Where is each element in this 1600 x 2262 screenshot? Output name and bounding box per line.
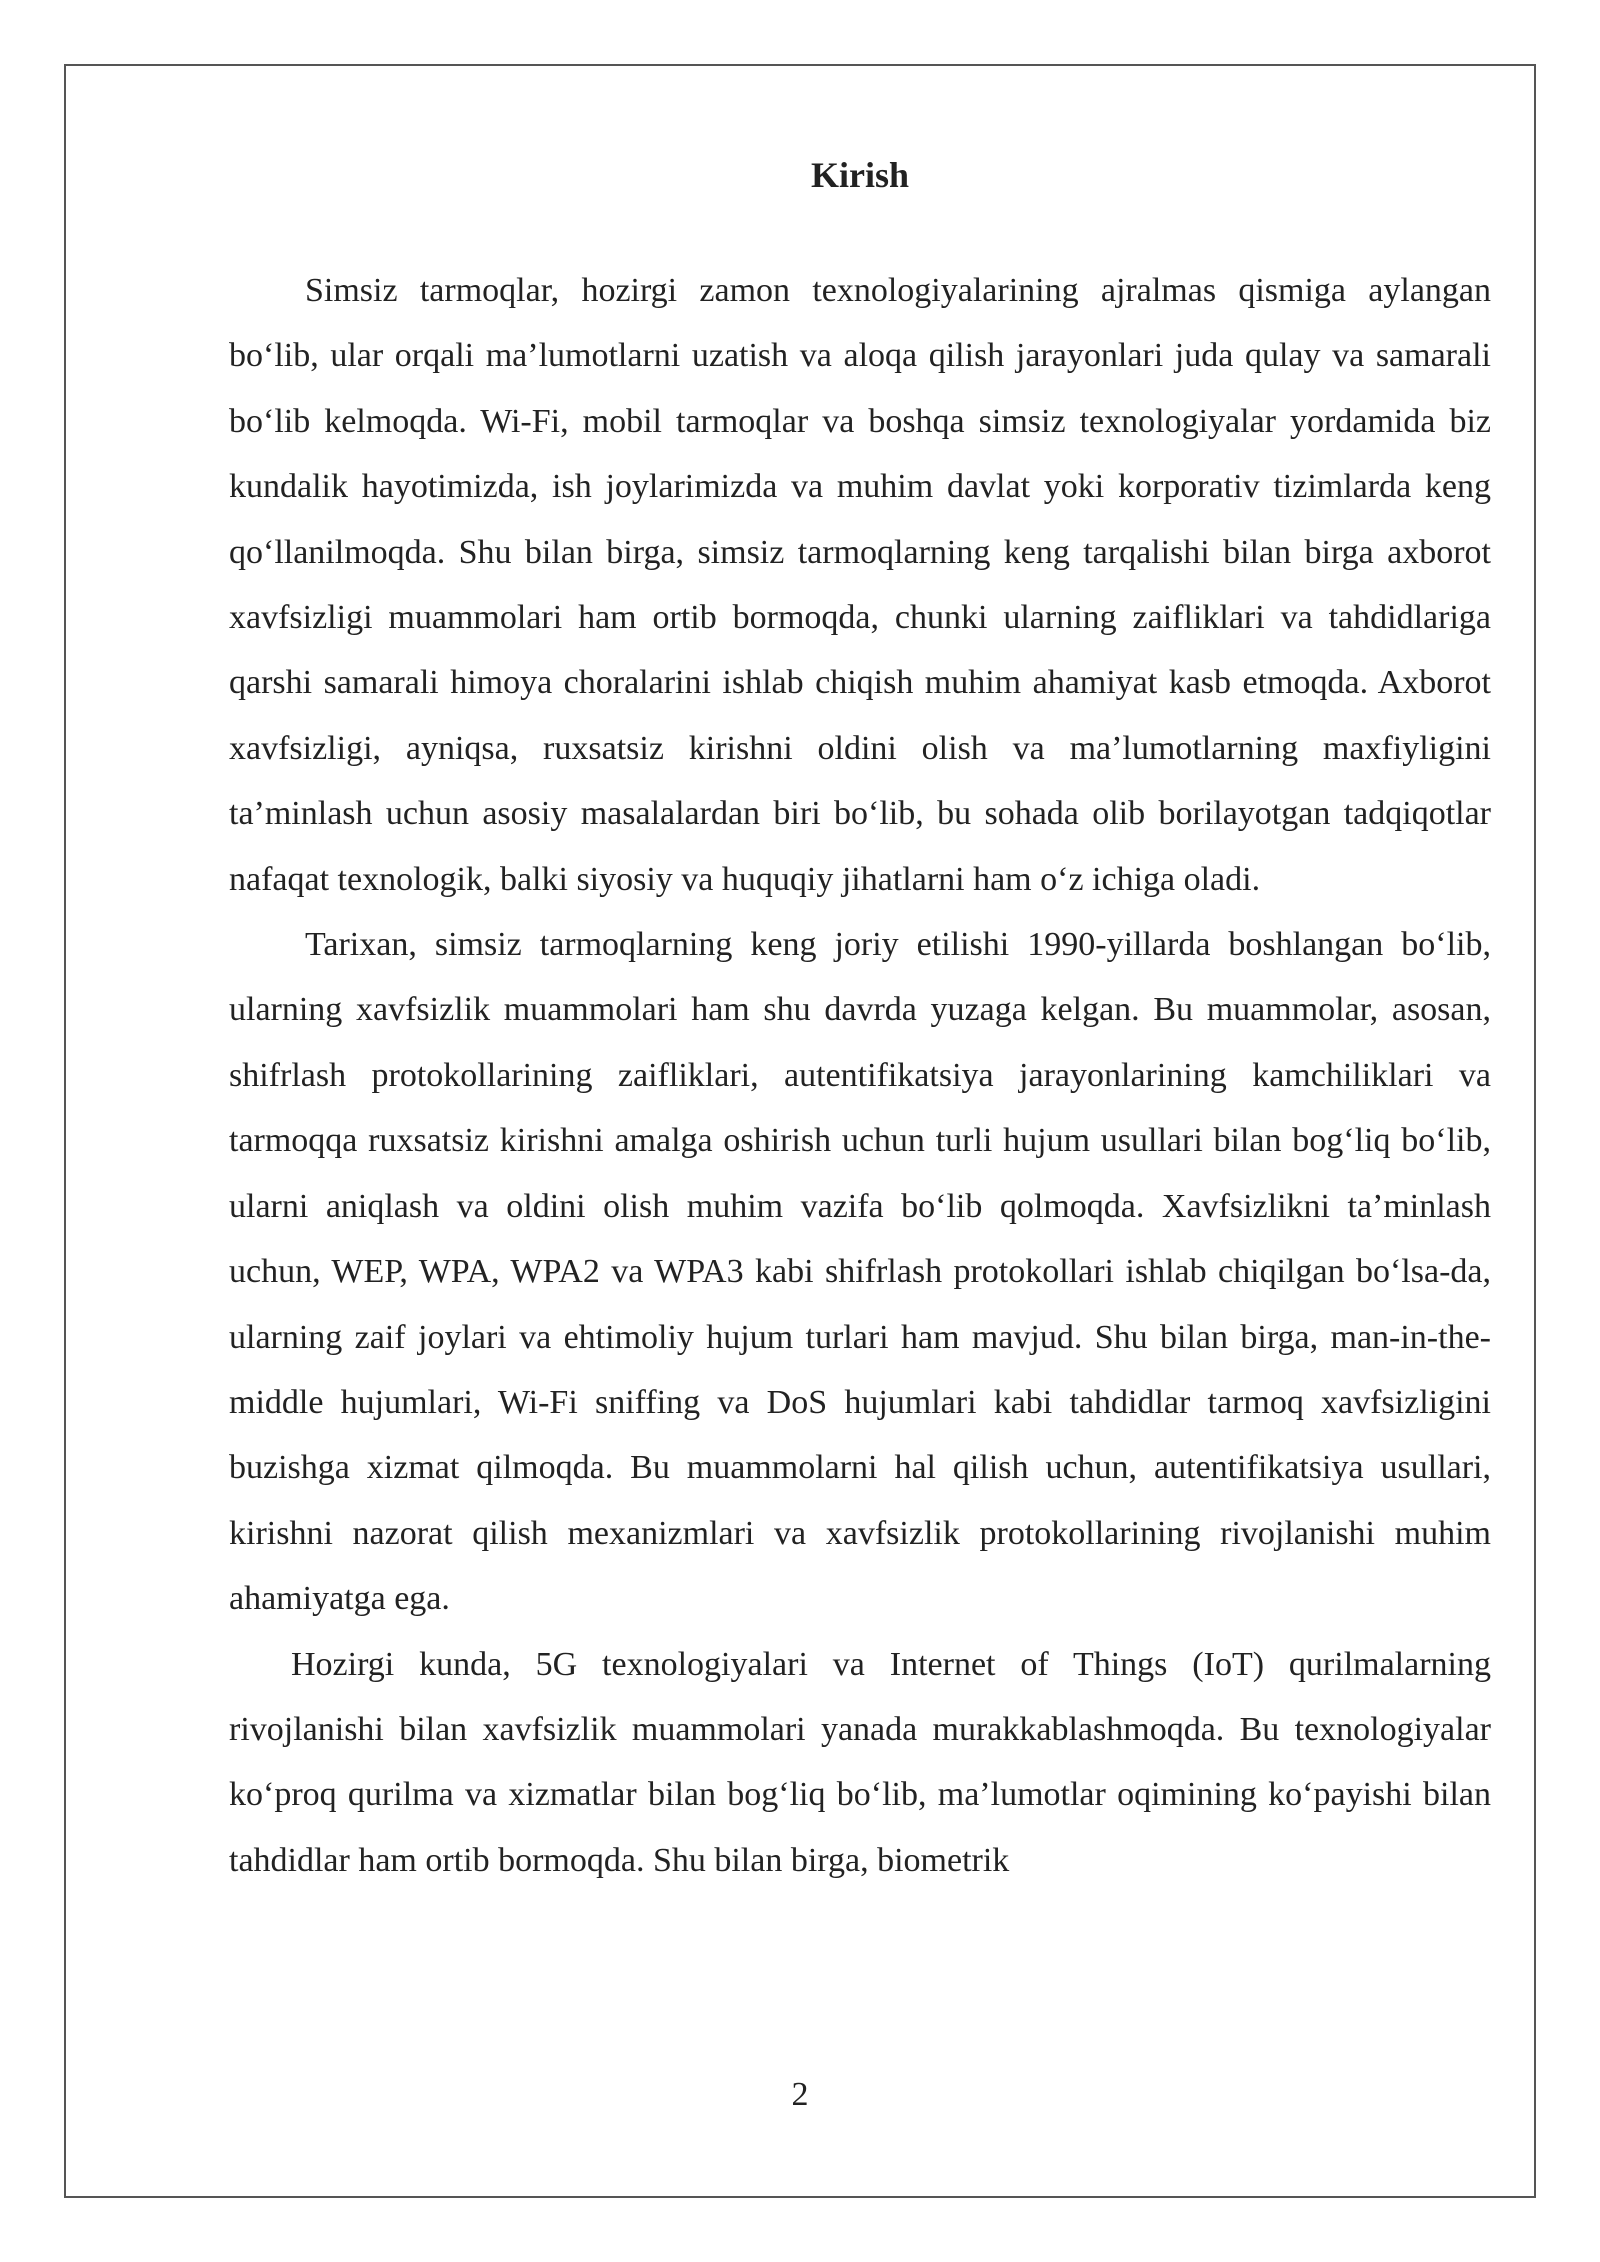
page-title: Kirish (810, 155, 909, 195)
paragraph-intro: Simsiz tarmoqlar, hozirgi zamon texnologiyalarining ajralmas qismiga aylangan bo‘lib, ular orqali ma’lumotlarni uzatish va aloqa qilish jarayonlari juda qulay va samarali bo‘lib kelmoqda. Wi-Fi, mobil tarmoqlar va boshqa simsiz texnologiyalar yordamida biz kundalik hayotimizda, ish joylarimizda va muhim davlat yoki korporativ tizimlarda keng qo‘llanilmoqda. Shu bilan birga, simsiz tarmoqlarning keng tarqalishi bilan birga axborot xavfsizligi muammolari ham ortib bormoqda, chunki ularning zaifliklari va tahdidlariga qarshi samarali himoya choralarini ishlab chiqish muhim ahamiyat kasb etmoqda. Axborot xavfsizligi, ayniqsa, ruxsatsiz kirishni oldini olish va ma’lumotlarning maxfiyligini ta’minlash uchun asosiy masalalardan biri bo‘lib, bu sohada olib borilayotgan tadqiqotlar nafaqat texnologik, balki siyosiy va huquqiy jihatlarni ham o‘z ichiga oladi. (229, 272, 1491, 898)
paragraph-current: Hozirgi kunda, 5G texnologiyalari va Internet of Things (IoT) qurilmalarning rivojlanishi bilan xavfsizlik muammolari yanada murakkablashmoqda. Bu texnologiyalar ko‘proq qurilma va xizmatlar bilan bog‘liq bo‘lib, ma’lumotlar oqimining ko‘payishi bilan tahdidlar ham ortib bormoqda. Shu bilan birga, biometrik (229, 1645, 1491, 1879)
body-text (229, 258, 1491, 1893)
page-number: 2 (791, 2076, 809, 2113)
paragraph-history: Tarixan, simsiz tarmoqlarning keng joriy etilishi 1990-yillarda boshlangan bo‘lib, ularning xavfsizlik muammolari ham shu davrda yuzaga kelgan. Bu muammolar, asosan, shifrlash protokollarining zaifliklari, autentifikatsiya jarayonlarining kamchiliklari va tarmoqqa ruxsatsiz kirishni amalga oshirish uchun turli hujum usullari bilan bog‘liq bo‘lib, ularni aniqlash va oldini olish muhim vazifa bo‘lib qolmoqda. Xavfsizlikni ta’minlash uchun, WEP, WPA, WPA2 va WPA3 kabi shifrlash protokollari ishlab chiqilgan bo‘lsa-da, ularning zaif joylari va ehtimoliy hujum turlari ham mavjud. Shu bilan birga, man-in-the-middle hujumlari, Wi-Fi sniffing va DoS hujumlari kabi tahdidlar tarmoq xavfsizligini buzishga xizmat qilmoqda. Bu muammolarni hal qilish uchun, autentifikatsiya usullari, kirishni nazorat qilish mexanizmlari va xavfsizlik protokollarining rivojlanishi muhim ahamiyatga ega. (229, 926, 1491, 1618)
